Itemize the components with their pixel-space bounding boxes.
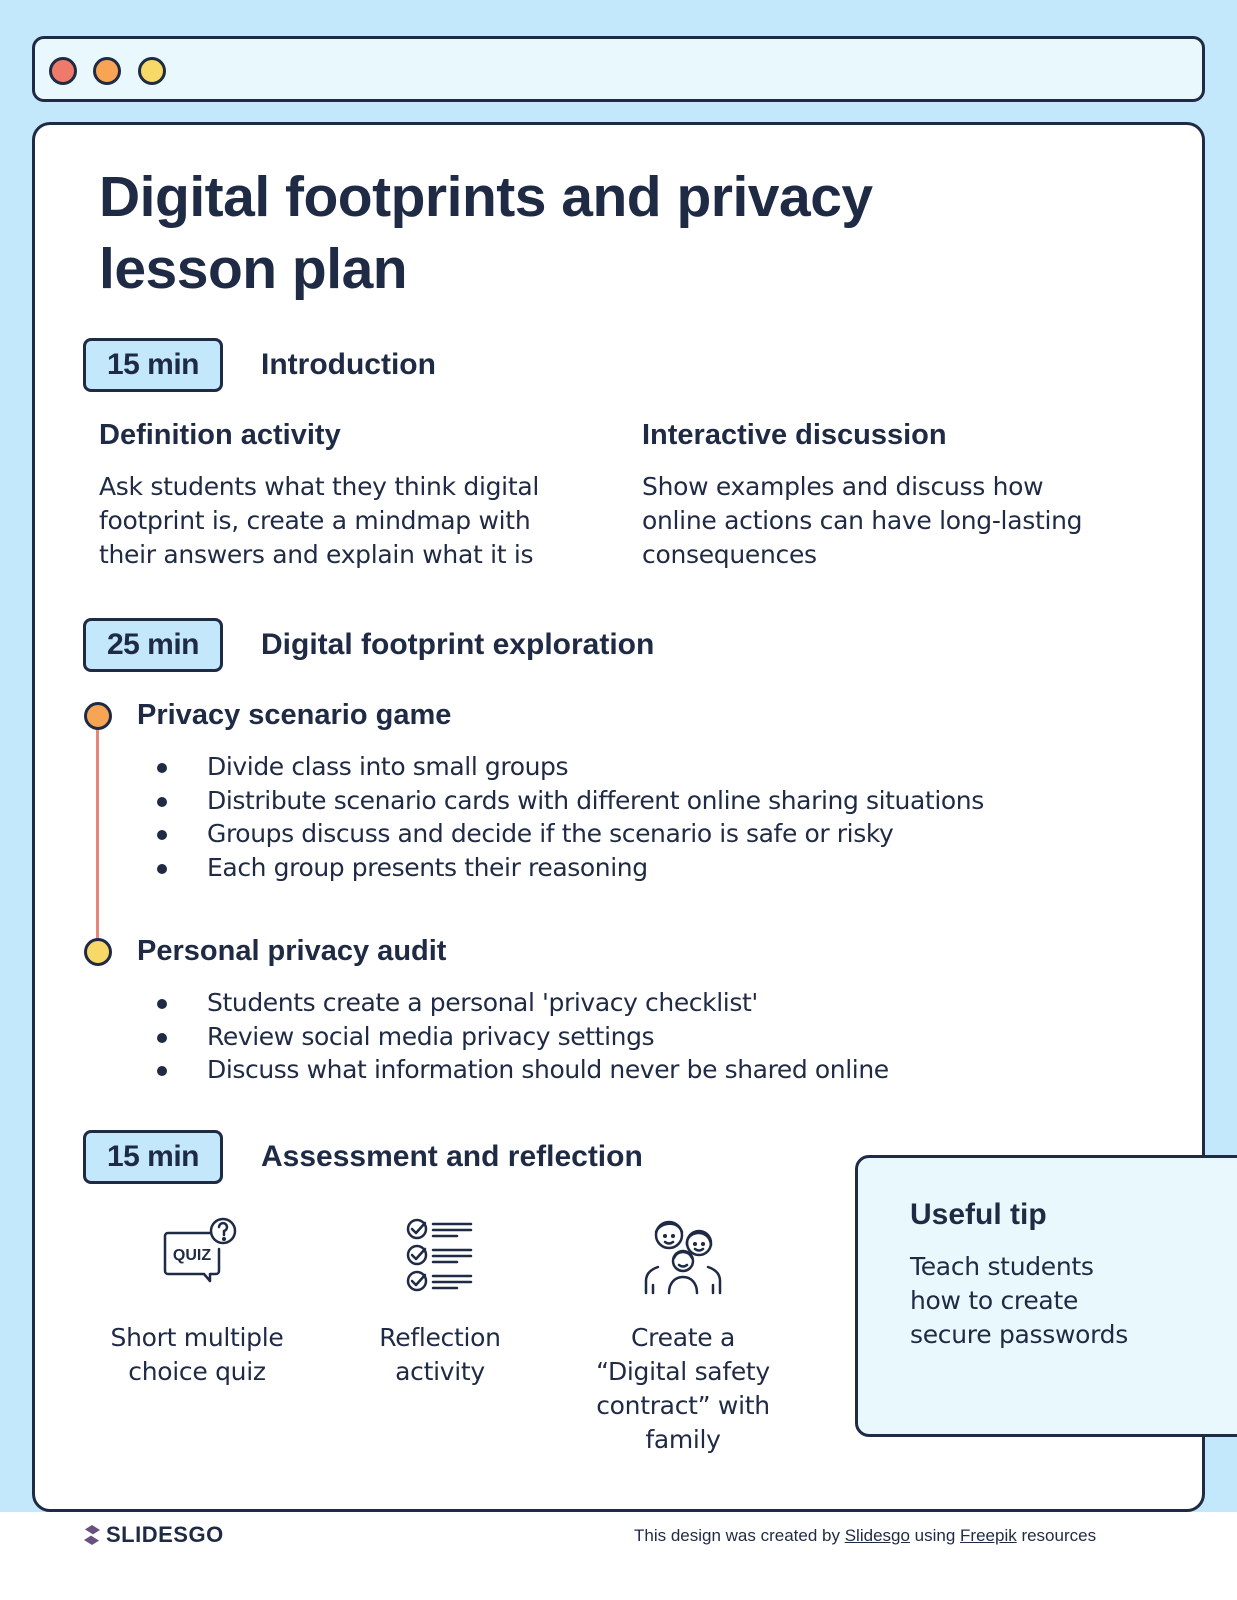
list-item: Students create a personal 'privacy checklist' [155, 986, 889, 1020]
section-title: Assessment and reflection [261, 1140, 643, 1173]
useful-tip-panel [855, 1155, 1237, 1437]
privacy-game-steps [155, 750, 984, 884]
slidesgo-logo-icon [82, 1524, 102, 1546]
family-icon [583, 1215, 783, 1295]
list-item: Review social media privacy settings [155, 1020, 889, 1054]
checklist-icon [340, 1215, 540, 1295]
activity-description: Ask students what they think digital footprint is, create a mindmap with their answers and explain what it is [99, 472, 539, 569]
credit-text: using [909, 1526, 961, 1545]
activity-heading: Definition activity [99, 419, 341, 451]
maximize-window-dot-icon[interactable] [138, 57, 166, 85]
minimize-window-dot-icon[interactable] [93, 57, 121, 85]
credit-text: This design was created by [634, 1526, 845, 1545]
list-item: Discuss what information should never be shared online [155, 1053, 889, 1087]
activity-heading: Interactive discussion [642, 419, 947, 451]
activity-title: Privacy scenario game [137, 699, 452, 731]
section-introduction-header [83, 338, 436, 392]
activity-description: Show examples and discuss how online actions can have long-lasting consequences [642, 472, 1083, 569]
section-exploration-header [83, 618, 654, 672]
interactive-discussion-block [642, 419, 1122, 572]
section-title: Digital footprint exploration [261, 628, 655, 661]
privacy-audit-steps [155, 986, 889, 1087]
assessment-label: Reflection activity [379, 1323, 501, 1386]
credit-line [634, 1526, 1096, 1546]
svg-text:QUIZ: QUIZ [172, 1247, 212, 1264]
timeline-connector [96, 723, 99, 951]
slidesgo-link[interactable]: Slidesgo [844, 1526, 910, 1545]
assessment-item-quiz [97, 1215, 297, 1389]
list-item: Distribute scenario cards with different online sharing situations [155, 784, 984, 818]
section-assessment-header [83, 1130, 643, 1184]
duration-badge: 15 min [83, 1130, 223, 1184]
list-item: Groups discuss and decide if the scenario is safe or risky [155, 817, 984, 851]
tip-heading: Useful tip [910, 1198, 1047, 1231]
assessment-label: Short multiple choice quiz [110, 1323, 284, 1386]
definition-activity-block [99, 419, 579, 572]
list-item: Each group presents their reasoning [155, 851, 984, 885]
assessment-item-family-contract [583, 1215, 783, 1457]
close-window-dot-icon[interactable] [49, 57, 77, 85]
quiz-icon [97, 1215, 297, 1295]
list-item: Divide class into small groups [155, 750, 984, 784]
footer [0, 1512, 1237, 1600]
freepik-link[interactable]: Freepik [960, 1526, 1017, 1545]
activity-title: Personal privacy audit [137, 935, 447, 967]
assessment-label: Create a “Digital safety contract” with family [596, 1323, 770, 1454]
duration-badge: 25 min [83, 618, 223, 672]
window-titlebar [32, 36, 1205, 102]
slidesgo-logo[interactable] [82, 1522, 224, 1548]
section-title: Introduction [261, 348, 436, 381]
assessment-item-reflection [340, 1215, 540, 1389]
tip-text: Teach students how to create secure passwords [910, 1252, 1128, 1349]
page-title: Digital footprints and privacy lesson plan [99, 165, 873, 301]
duration-badge: 15 min [83, 338, 223, 392]
timeline-dot-icon [84, 702, 112, 730]
logo-text: SLIDESGO [106, 1522, 224, 1547]
timeline-dot-icon [84, 938, 112, 966]
credit-text: resources [1016, 1526, 1097, 1545]
